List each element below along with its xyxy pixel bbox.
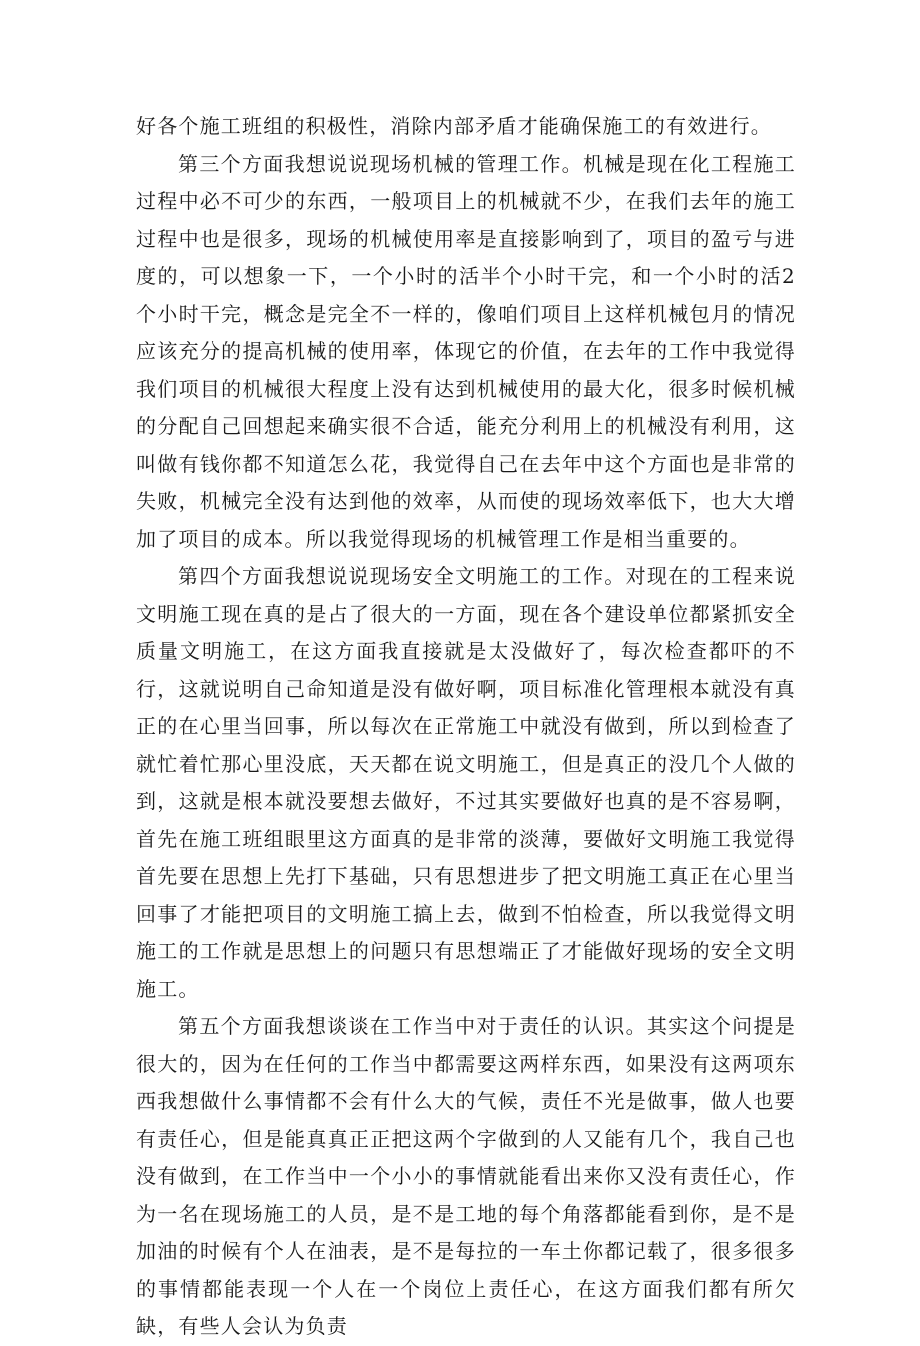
paragraph-responsibility: 第五个方面我想谈谈在工作当中对于责任的认识。其实这个问提是很大的，因为在任何的工作当中都需要这两样东西，如果没有这两项东西我想做什么事情都不会有什么大的气候，责任不光是做事，做人也要有责任心，但是能真真正正把这两个字做到的人又能有几个，我自己也没有做到，在工作当中一个小小的事情就能看出来你又没有责任心，作为一名在现场施工的人员，是不是工地的每个角落都能看到你，是不是加油的时候有个人在油表，是不是每拉的一车土你都记载了，很多很多的事情都能表现一个人在一个岗位上责任心，在这方面我们都有所欠缺，有些人会认为负责 xyxy=(136,1014,796,1338)
paragraph-machinery-management: 第三个方面我想说说现场机械的管理工作。机械是现在化工程施工过程中必不可少的东西，一般项目上的机械就不少，在我们去年的施工过程中也是很多，现场的机械使用率是直接影响到了，项目的盈亏与进度的，可以想象一下，一个小时的活半个小时干完，和一个小时的活2个小时干完，概念是完全不一样的，像咱们项目上这样机械包月的情况应该充分的提高机械的使用率，体现它的价值，在去年的工作中我觉得我们项目的机械很大程度上没有达到机械使用的最大化，很多时候机械的分配自己回想起来确实很不合适，能充分利用上的机械没有利用，这叫做有钱你都不知道怎么花，我觉得自己在去年中这个方面也是非常的失败，机械完全没有达到他的效率，从而使的现场效率低下，也大大增加了项目的成本。所以我觉得现场的机械管理工作是相当重要的。 xyxy=(136,151,796,551)
document-body xyxy=(136,108,796,1346)
paragraph-continuation: 好各个施工班组的积极性，消除内部矛盾才能确保施工的有效进行。 xyxy=(136,114,772,138)
paragraph-safety-civilized-construction: 第四个方面我想说说现场安全文明施工的工作。对现在的工程来说文明施工现在真的是占了很大的一方面，现在各个建设单位都紧抓安全质量文明施工，在这方面我直接就是太没做好了，每次检查都吓的不行，这就说明自己命知道是没有做好啊，项目标准化管理根本就没有真正的在心里当回事，所以每次在正常施工中就没有做到，所以到检查了就忙着忙那心里没底，天天都在说文明施工，但是真正的没几个人做的到，这就是根本就没要想去做好，不过其实要做好也真的是不容易啊，首先在施工班组眼里这方面真的是非常的淡薄，要做好文明施工我觉得首先要在思想上先打下基础，只有思想进步了把文明施工真正在心里当回事了才能把项目的文明施工搞上去，做到不怕检查，所以我觉得文明施工的工作就是思想上的问题只有思想端正了才能做好现场的安全文明施工。 xyxy=(136,564,796,1001)
